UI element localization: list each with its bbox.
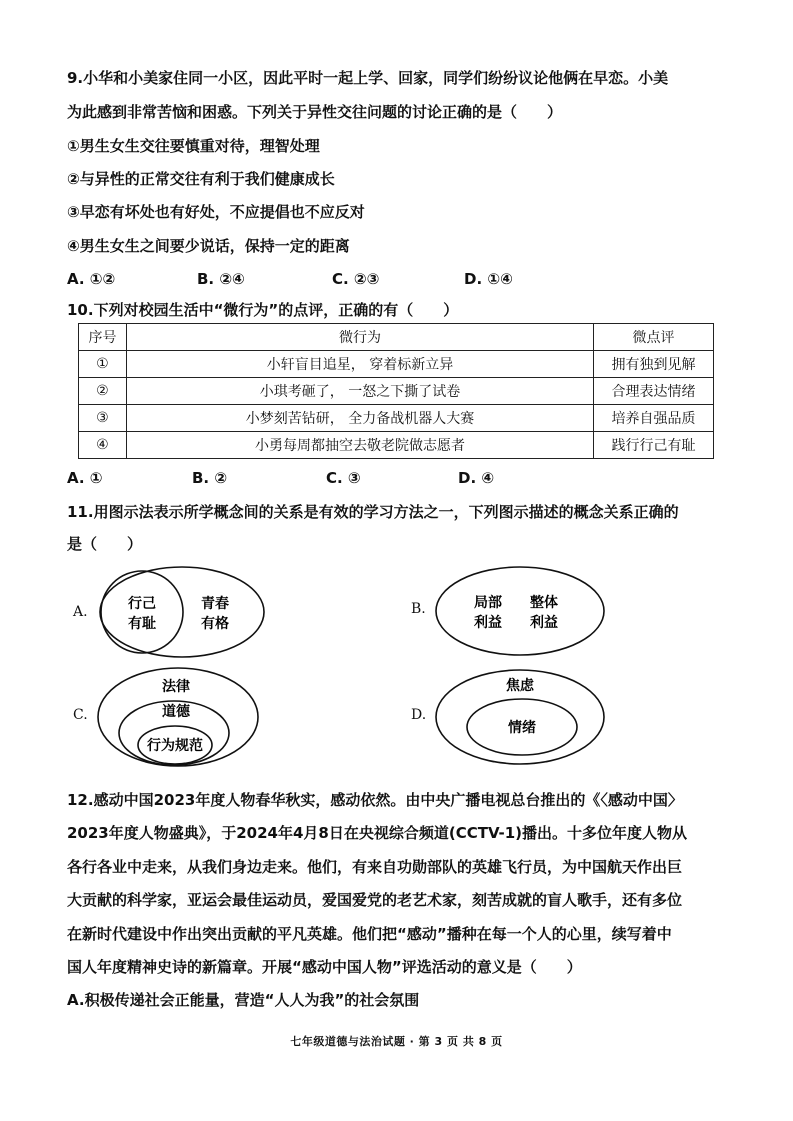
diagram-a-label: A.: [73, 604, 88, 620]
table-cell: 小琪考砸了， 一怒之下撕了试卷: [126, 378, 593, 405]
table-cell: 小梦刻苦钻研， 全力备战机器人大赛: [126, 405, 593, 432]
q9-item-4: ④男生女生之间要少说话，保持一定的距离: [67, 237, 350, 255]
diagram-b: [432, 563, 608, 665]
table-cell: ①: [79, 351, 127, 378]
q10-table: [78, 323, 714, 459]
header-cell: 微行为: [126, 324, 593, 351]
q12-line-6: 国人年度精神史诗的新篇章。开展“感动中国人物”评选活动的意义是（ ）: [67, 958, 582, 976]
q9-stem-line2: 为此感到非常苦恼和困惑。下列关于异性交往问题的讨论正确的是（ ）: [67, 103, 563, 121]
q9-item-3: ③早恋有坏处也有好处，不应提倡也不应反对: [67, 203, 365, 221]
table-cell: 小轩盲目追星， 穿着标新立异: [126, 351, 593, 378]
q12-option-a: A.积极传递社会正能量，营造“人人为我”的社会氛围: [67, 991, 420, 1009]
table-row: [79, 432, 714, 459]
diagram-a-outer-2: 有格: [201, 616, 229, 632]
diagram-c-middle: 道德: [162, 704, 190, 720]
diagram-d-label: D.: [411, 707, 427, 723]
table-row: [79, 378, 714, 405]
diagram-c-outer: 法律: [162, 679, 190, 695]
q9-item-1: ①男生女生交往要慎重对待，理智处理: [67, 137, 320, 155]
q10-option-a: A. ①: [67, 469, 103, 487]
q10-option-c: C. ③: [326, 469, 361, 487]
table-cell: ④: [79, 432, 127, 459]
q12-line-5: 在新时代建设中作出突出贡献的平凡英雄。他们把“感动”播种在每一个人的心里，续写着中: [67, 925, 672, 943]
table-row: [79, 351, 714, 378]
diagram-a-inner-2: 有耻: [128, 616, 156, 632]
table-cell: 合理表达情绪: [594, 378, 714, 405]
header-cell: 序号: [79, 324, 127, 351]
q12-line-3: 各行各业中走来，从我们身边走来。他们，有来自功勋部队的英雄飞行员，为中国航天作出巨: [67, 858, 683, 876]
diagram-a: [94, 562, 274, 670]
q11-stem-line1: 11.用图示法表示所学概念间的关系是有效的学习方法之一，下列图示描述的概念关系正确的: [67, 503, 679, 521]
q11-stem-line2: 是（ ）: [67, 535, 143, 553]
q12-line-2: 2023年度人物盛典》，于2024年4月8日在央视综合频道(CCTV-1)播出。十多位年度人物从: [67, 824, 688, 842]
table-row: [79, 405, 714, 432]
table-cell: ②: [79, 378, 127, 405]
diagram-d: [432, 666, 610, 772]
diagram-c-inner: 行为规范: [147, 738, 203, 754]
diagram-b-left-2: 利益: [474, 615, 502, 631]
diagram-d-inner: 情绪: [508, 720, 536, 736]
table-cell: 践行行己有耻: [594, 432, 714, 459]
q12-line-4: 大贡献的科学家，亚运会最佳运动员，爱国爱党的老艺术家，刻苦成就的盲人歌手，还有多位: [67, 891, 683, 909]
table-cell: ③: [79, 405, 127, 432]
q10-stem: 10.下列对校园生活中“微行为”的点评，正确的有（ ）: [67, 301, 459, 319]
table-cell: 拥有独到见解: [594, 351, 714, 378]
table-cell: 小勇每周都抽空去敬老院做志愿者: [126, 432, 593, 459]
q10-option-b: B. ②: [192, 469, 228, 487]
q9-option-d: D. ①④: [464, 270, 513, 288]
diagram-b-right-1: 整体: [530, 595, 558, 611]
diagram-c: [94, 665, 268, 773]
page-footer: 七年级道德与法治试题 · 第 3 页 共 8 页: [290, 1035, 503, 1048]
q10-option-d: D. ④: [458, 469, 495, 487]
diagram-a-outer-1: 青春: [201, 596, 229, 612]
diagram-c-label: C.: [73, 707, 88, 723]
q9-item-2: ②与异性的正常交往有利于我们健康成长: [67, 170, 335, 188]
q9-stem-line1: 9.小华和小美家住同一小区，因此平时一起上学、回家，同学们纷纷议论他俩在早恋。小美: [67, 69, 669, 87]
header-cell: 微点评: [594, 324, 714, 351]
diagram-a-inner-1: 行己: [128, 596, 156, 612]
table-header-row: [79, 324, 714, 351]
diagram-d-outer: 焦虑: [506, 678, 534, 694]
q12-line-1: 12.感动中国2023年度人物春华秋实，感动依然。由中央广播电视总台推出的《〈感动中国〉: [67, 791, 683, 809]
q9-option-b: B. ②④: [197, 270, 245, 288]
table-cell: 培养自强品质: [594, 405, 714, 432]
diagram-b-left-1: 局部: [474, 595, 502, 611]
diagram-b-right-2: 利益: [530, 615, 558, 631]
q9-option-a: A. ①②: [67, 270, 116, 288]
diagram-b-label: B.: [411, 601, 426, 617]
q9-option-c: C. ②③: [332, 270, 380, 288]
